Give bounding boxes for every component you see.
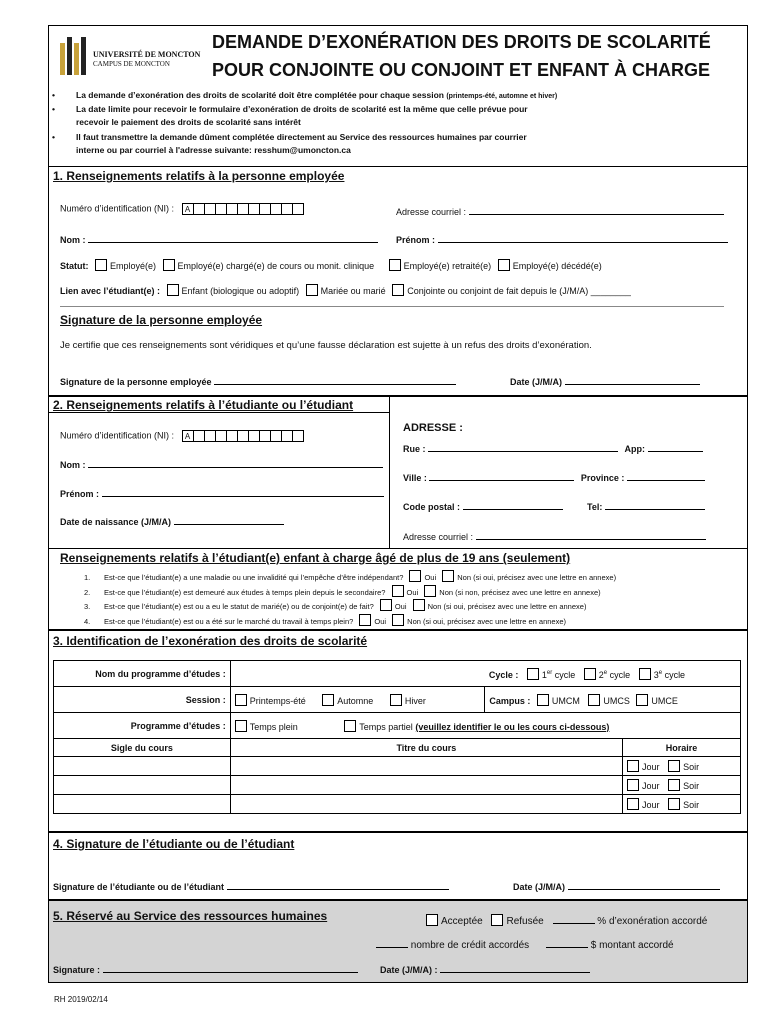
section1-heading: 1. Renseignements relatifs à la personne employée <box>53 169 345 183</box>
statut-checkbox-1[interactable] <box>95 259 107 271</box>
statut-checkbox-4[interactable] <box>498 259 510 271</box>
temps-partiel-checkbox[interactable] <box>344 720 356 732</box>
bullet-3: • Il faut transmettre la demande dûment complétée directement au Service des ressources humaines par courrier interne ou par courriel à l'adresse suivante: resshum@umoncton.ca <box>52 132 527 155</box>
student-date-field[interactable] <box>568 880 720 890</box>
section2-vdivider <box>389 396 390 548</box>
ville-row: Ville : Province : <box>403 471 705 483</box>
section1-box <box>48 166 748 396</box>
prog-name-field[interactable] <box>230 661 485 687</box>
campus-umce-checkbox[interactable] <box>636 694 648 706</box>
bullet-1: • La demande d’exonération des droits de scolarité doit être complétée pour chaque session (printemps-été, automne et hiver) <box>52 90 558 100</box>
lien-row: Lien avec l’étudiant(e) : Enfant (biologique ou adoptif) Mariée ou marié Conjointe ou conjoint de fait depuis le (J/M/A) ________ <box>60 286 631 296</box>
jour-checkbox[interactable] <box>627 779 639 791</box>
employee-id-row: Numéro d’identification (NI) : A <box>60 203 304 215</box>
student-email-row: Adresse courriel : <box>403 530 706 542</box>
employee-signature-row: Signature de la personne employée <box>60 375 456 387</box>
cycle-cell: Cycle : 1er cycle 2e cycle 3e cycle <box>485 661 741 687</box>
section3-heading: 3. Identification de l’exonération des droits de scolarité <box>53 634 368 648</box>
q4-non-checkbox[interactable] <box>392 614 404 626</box>
tel-field[interactable] <box>605 500 705 510</box>
employee-signature-heading: Signature de la personne employée <box>60 313 263 327</box>
session-label: Session : <box>54 687 231 713</box>
course-row: Jour Soir <box>54 795 741 814</box>
session-cell: Printemps-été Automne Hiver <box>230 687 485 713</box>
employee-date-field[interactable] <box>565 375 700 385</box>
province-field[interactable] <box>627 471 705 481</box>
employee-email-row: Adresse courriel : <box>396 205 724 217</box>
cycle1-checkbox[interactable] <box>527 668 539 680</box>
course-sigle-field[interactable] <box>54 757 231 776</box>
lien-checkbox-2[interactable] <box>306 284 318 296</box>
temps-plein-checkbox[interactable] <box>235 720 247 732</box>
hr-signature-row: Signature : <box>53 963 358 975</box>
bullet-2: • La date limite pour recevoir le formulaire d’exonération de droits de scolarité est la même que celle prévue pour recevoir le paiement des droits de scolarité sans intérêt <box>52 104 528 127</box>
q2-oui-checkbox[interactable] <box>392 585 404 597</box>
statut-checkbox-3[interactable] <box>389 259 401 271</box>
question-3: 3. Est-ce que l’étudiant(e) est ou a eu le statut de marié(e) ou de conjoint(e) de fait? Oui Non (si oui, précisez avec une lettre en annexe) <box>84 599 616 614</box>
col-titre: Titre du cours <box>230 739 622 757</box>
decision-row: Acceptée Refusée % d’exonération accordé <box>426 914 707 927</box>
course-sigle-field[interactable] <box>54 795 231 814</box>
prog-label: Programme d’études : <box>54 713 231 739</box>
student-email-field[interactable] <box>476 530 706 540</box>
employee-prenom-field[interactable] <box>438 233 728 243</box>
student-date-row: Date (J/M/A) <box>513 880 720 892</box>
hr-date-field[interactable] <box>440 963 590 973</box>
campus-umcm-checkbox[interactable] <box>537 694 549 706</box>
employee-signature-field[interactable] <box>214 375 456 385</box>
lien-checkbox-3[interactable] <box>392 284 404 296</box>
student-prenom-row: Prénom : <box>60 487 384 499</box>
jour-checkbox[interactable] <box>627 798 639 810</box>
course-sigle-field[interactable] <box>54 776 231 795</box>
hr-signature-field[interactable] <box>103 963 358 973</box>
child-questions <box>84 570 616 628</box>
student-signature-row: Signature de l’étudiante ou de l’étudiant <box>53 880 449 892</box>
statut-checkbox-2[interactable] <box>163 259 175 271</box>
session-printemps-checkbox[interactable] <box>235 694 247 706</box>
student-nom-field[interactable] <box>88 458 383 468</box>
program-table <box>53 660 741 814</box>
postal-field[interactable] <box>463 500 563 510</box>
q3-non-checkbox[interactable] <box>413 599 425 611</box>
pct-field[interactable] <box>553 914 595 924</box>
student-dob-row: Date de naissance (J/M/A) <box>60 515 284 527</box>
rue-field[interactable] <box>428 442 618 452</box>
q3-oui-checkbox[interactable] <box>380 599 392 611</box>
student-dob-field[interactable] <box>174 515 284 525</box>
q1-non-checkbox[interactable] <box>442 570 454 582</box>
acceptee-checkbox[interactable] <box>426 914 438 926</box>
certify-text: Je certifie que ces renseignements sont véridiques et qu’une fausse déclaration est sujette à un refus des droits d’exonération. <box>60 340 592 351</box>
credits-field[interactable] <box>376 938 408 948</box>
employee-nom-row: Nom : <box>60 233 378 245</box>
campus-umcs-checkbox[interactable] <box>588 694 600 706</box>
question-2: 2. Est-ce que l’étudiant(e) est demeuré aux études à temps plein depuis le secondaire? Oui Non (si non, précisez avec une lettre en annexe) <box>84 585 616 600</box>
montant-field[interactable] <box>546 938 588 948</box>
lien-checkbox-1[interactable] <box>167 284 179 296</box>
session-automne-checkbox[interactable] <box>322 694 334 706</box>
campus-cell: Campus : UMCM UMCS UMCE <box>485 687 741 713</box>
employee-date-row: Date (J/M/A) <box>510 375 700 387</box>
course-row: Jour Soir <box>54 757 741 776</box>
logo-line1: UNIVERSITÉ DE MONCTON <box>93 50 201 59</box>
statut-row: Statut: Employé(e) Employé(e) chargé(e) de cours ou monit. clinique Employé(e) retraité(e) Employé(e) décédé(e) <box>60 261 602 271</box>
postal-row: Code postal : Tel: <box>403 500 705 512</box>
title-line1: DEMANDE D’EXONÉRATION DES DROITS DE SCOLARITÉ <box>212 32 711 52</box>
employee-prenom-row: Prénom : <box>396 233 728 245</box>
student-id-row: Numéro d’identification (NI) : A <box>60 430 304 442</box>
soir-checkbox[interactable] <box>668 760 680 772</box>
course-row: Jour Soir <box>54 776 741 795</box>
employee-id-input[interactable]: A <box>183 203 304 215</box>
rue-row: Rue : App: <box>403 442 703 454</box>
section5-heading: 5. Réservé au Service des ressources humaines <box>53 909 328 923</box>
col-horaire: Horaire <box>623 739 741 757</box>
section4-heading: 4. Signature de l’étudiante ou de l’étudiant <box>53 837 295 851</box>
course-titre-field[interactable] <box>230 776 622 795</box>
q1-oui-checkbox[interactable] <box>409 570 421 582</box>
prog-cell: Temps plein Temps partiel (veuillez identifier le ou les cours ci-dessous) <box>230 713 740 739</box>
ville-field[interactable] <box>429 471 574 481</box>
credits-row: nombre de crédit accordés $ montant accordé <box>376 938 674 951</box>
logo-line2: CAMPUS DE MONCTON <box>93 60 170 68</box>
soir-checkbox[interactable] <box>668 779 680 791</box>
section2-divider <box>48 412 389 413</box>
student-id-input[interactable]: A <box>183 430 304 442</box>
section2-hdivider <box>48 548 748 549</box>
lien-underline <box>60 306 724 307</box>
adresse-heading: ADRESSE : <box>403 422 463 434</box>
q4-oui-checkbox[interactable] <box>359 614 371 626</box>
hr-date-row: Date (J/M/A) : <box>380 963 590 975</box>
q2-non-checkbox[interactable] <box>424 585 436 597</box>
student-signature-field[interactable] <box>227 880 449 890</box>
student-nom-row: Nom : <box>60 458 383 470</box>
course-titre-field[interactable] <box>230 795 622 814</box>
title-line2: POUR CONJOINTE OU CONJOINT ET ENFANT À CHARGE <box>212 60 711 80</box>
child-heading: Renseignements relatifs à l’étudiant(e) enfant à charge âgé de plus de 19 ans (seulement) <box>60 551 571 565</box>
student-prenom-field[interactable] <box>102 487 384 497</box>
question-1: 1. Est-ce que l’étudiant(e) a une maladie ou une invalidité qui l’empêche d’être indépendant? Oui Non (si oui, précisez avec une lettre en annexe) <box>84 570 616 585</box>
jour-checkbox[interactable] <box>627 760 639 772</box>
app-field[interactable] <box>648 442 703 452</box>
university-logo <box>58 33 90 75</box>
cycle2-checkbox[interactable] <box>584 668 596 680</box>
refusee-checkbox[interactable] <box>491 914 503 926</box>
soir-checkbox[interactable] <box>668 798 680 810</box>
course-titre-field[interactable] <box>230 757 622 776</box>
employee-nom-field[interactable] <box>88 233 378 243</box>
cycle3-checkbox[interactable] <box>639 668 651 680</box>
question-4: 4. Est-ce que l’étudiant(e) est ou a été sur le marché du travail à temps plein? Oui Non (si oui, précisez avec une lettre en annexe) <box>84 614 616 629</box>
prog-name-label: Nom du programme d’études : <box>54 661 231 687</box>
col-sigle: Sigle du cours <box>54 739 231 757</box>
session-hiver-checkbox[interactable] <box>390 694 402 706</box>
section2-heading: 2. Renseignements relatifs à l’étudiante ou l’étudiant <box>53 398 354 412</box>
employee-email-field[interactable] <box>469 205 724 215</box>
form-code: RH 2019/02/14 <box>54 995 108 1004</box>
